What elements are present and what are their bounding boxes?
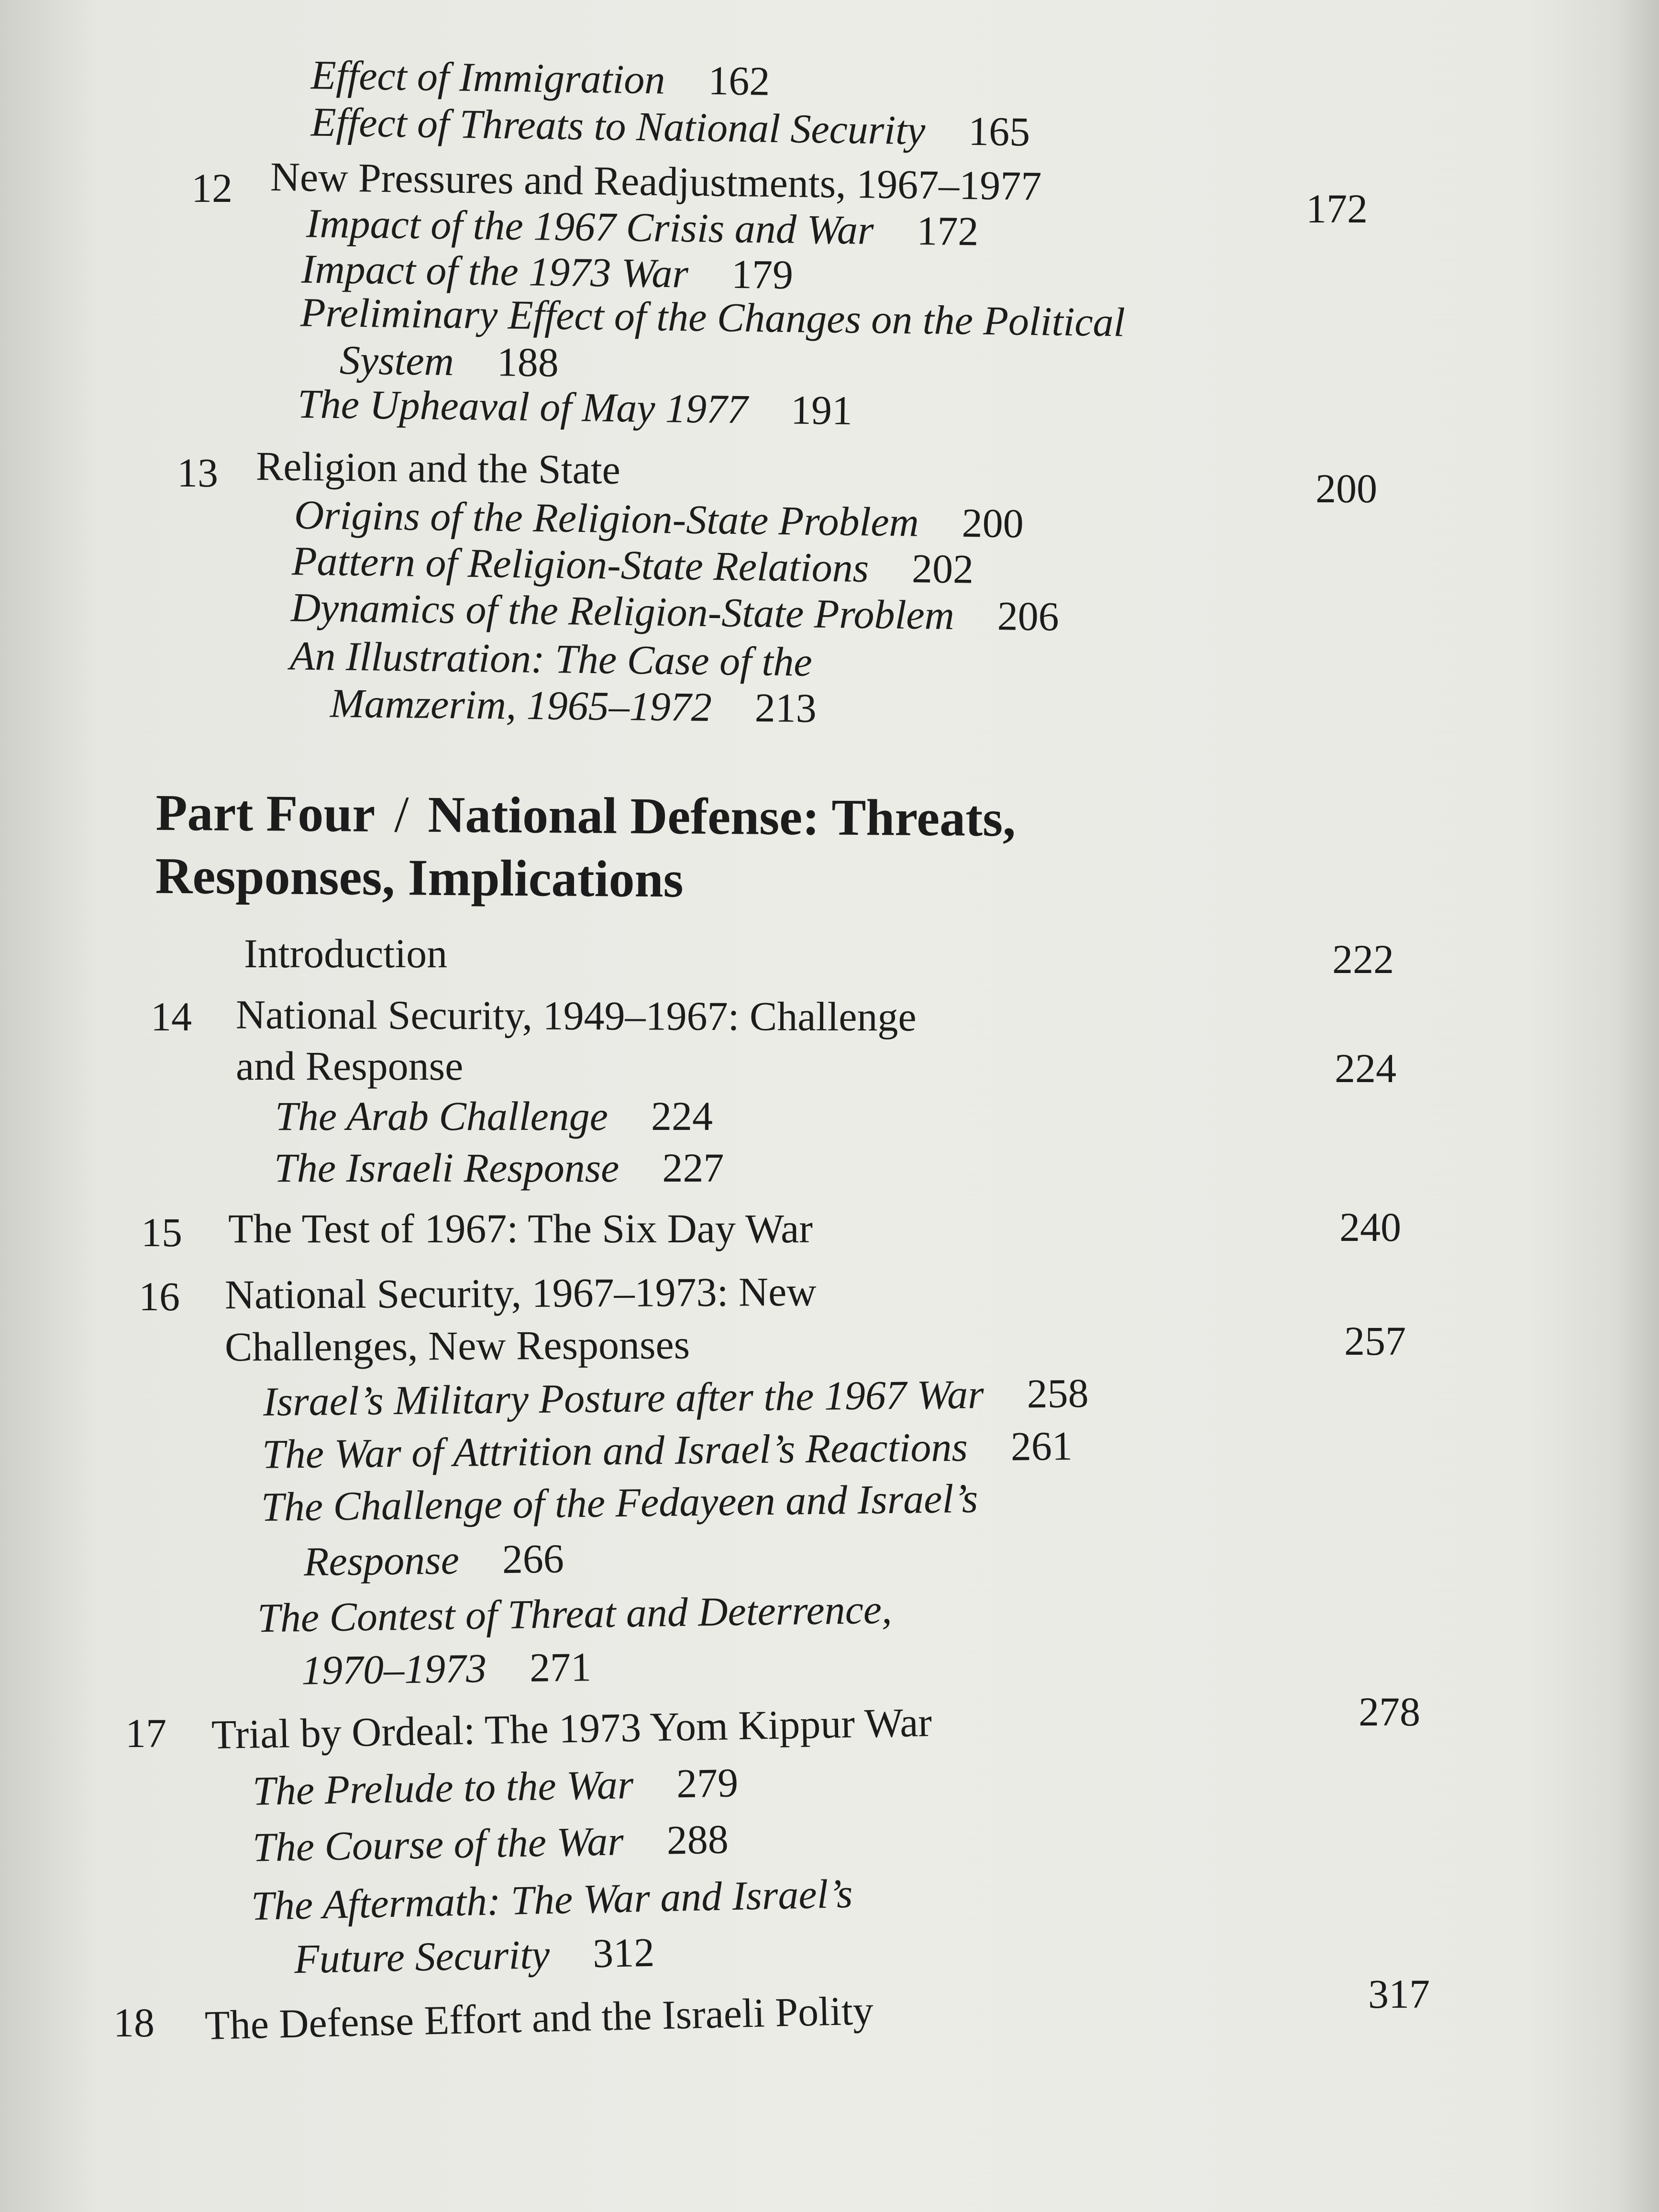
chapter-page: 224 (1335, 1045, 1396, 1091)
section-page: 279 (676, 1759, 739, 1807)
section-page: 266 (502, 1535, 564, 1582)
chapter-page: 240 (1339, 1204, 1401, 1250)
toc-section-continued (301, 1646, 591, 1691)
section-title: The Upheaval of May 1977 (297, 380, 748, 432)
part-heading (155, 782, 1016, 914)
toc-section (300, 291, 1126, 343)
toc-section (252, 1759, 739, 1814)
toc-section-continued (339, 337, 559, 386)
section-page: 258 (1027, 1370, 1089, 1417)
section-title: Mamzerim, 1965–1972 (330, 680, 712, 730)
section-page: 188 (497, 339, 559, 386)
chapter-title: The Test of 1967: The Six Day War (228, 1206, 813, 1251)
section-page: 179 (731, 251, 794, 298)
part-label: Part Four (155, 784, 376, 843)
toc-section (252, 1818, 729, 1868)
chapter-title-line2: Challenges, New Responses (224, 1321, 690, 1370)
section-title: Effect of Immigration (310, 52, 666, 103)
chapter-number: 13 (177, 450, 218, 496)
page-edge-shadow (1616, 0, 1659, 2212)
part-title: National Defense: Threats, (427, 786, 1016, 848)
toc-section (310, 52, 771, 104)
chapter-number: 14 (151, 994, 192, 1040)
section-title: Pattern of Religion-State Relations (291, 538, 869, 591)
section-title: Preliminary Effect of the Changes on the Political (300, 289, 1126, 345)
section-title: Future Security (294, 1931, 551, 1982)
chapter-page: 278 (1359, 1689, 1420, 1735)
section-page: 227 (662, 1145, 724, 1191)
section-page: 162 (708, 57, 771, 104)
section-title: The Contest of Threat and Deterrence, (257, 1586, 893, 1641)
section-title: The Arab Challenge (275, 1093, 608, 1139)
chapter-title: New Pressures and Readjustments, 1967–1977 (270, 154, 1042, 209)
chapter-number: 17 (125, 1710, 166, 1756)
toc-section (262, 1425, 1073, 1475)
chapter-title: National Security, 1967–1973: New (224, 1268, 817, 1318)
section-page: 200 (962, 499, 1024, 547)
section-page: 288 (666, 1816, 729, 1863)
intro-title: Introduction (244, 930, 448, 976)
chapter-number: 16 (139, 1273, 180, 1319)
section-title: Response (303, 1537, 460, 1585)
section-title: The Israeli Response (274, 1145, 619, 1191)
section-title: The Challenge of the Fedayeen and Israel’s (261, 1475, 978, 1530)
chapter-number: 18 (113, 2000, 155, 2046)
section-title: The War of Attrition and Israel’s Reactions (262, 1424, 968, 1477)
toc-section-continued (303, 1535, 564, 1585)
toc-section (310, 101, 1030, 153)
chapter-title: Trial by Ordeal: The 1973 Yom Kippur War (211, 1699, 932, 1758)
part-separator: / (394, 786, 409, 843)
toc-section (294, 491, 1024, 547)
chapter-number: 12 (191, 165, 232, 211)
section-title: System (339, 337, 454, 385)
section-page: 312 (592, 1929, 655, 1977)
chapter-page: 172 (1306, 186, 1368, 232)
section-page: 172 (916, 208, 979, 254)
section-page: 202 (911, 545, 974, 592)
toc-section-continued (294, 1929, 655, 1982)
section-page: 206 (997, 593, 1060, 640)
toc-section (290, 584, 1060, 640)
section-title: 1970–1973 (301, 1645, 487, 1693)
toc-section (289, 632, 813, 685)
section-title: Origins of the Religion-State Problem (294, 491, 919, 545)
section-page: 271 (529, 1644, 592, 1691)
part-title-line2: Responses, Implications (155, 847, 684, 908)
section-title: The Prelude to the War (252, 1761, 634, 1814)
toc-section (297, 380, 853, 434)
toc-section (251, 1870, 853, 1929)
chapter-page: 200 (1316, 465, 1377, 511)
section-page: 213 (754, 684, 817, 731)
section-title: Dynamics of the Religion-State Problem (290, 584, 955, 639)
chapter-title: The Defense Effort and the Israeli Polity (204, 1987, 874, 2048)
chapter-number: 15 (141, 1209, 182, 1255)
chapter-page: 257 (1344, 1318, 1406, 1364)
chapter-page: 317 (1368, 1971, 1430, 2017)
section-title: The Aftermath: The War and Israel’s (251, 1870, 853, 1929)
section-page: 261 (1010, 1423, 1073, 1470)
chapter-title: Religion and the State (255, 443, 621, 493)
toc-section (301, 245, 794, 298)
toc-section (263, 1370, 1089, 1425)
section-title: Impact of the 1973 War (301, 245, 689, 297)
chapter-title: National Security, 1949–1967: Challenge (235, 991, 917, 1040)
section-page: 165 (968, 108, 1030, 155)
section-page: 191 (790, 387, 853, 434)
section-page: 224 (651, 1093, 713, 1139)
section-title: The Course of the War (252, 1818, 624, 1870)
intro-page: 222 (1332, 936, 1394, 982)
toc-section (275, 1095, 713, 1137)
chapter-title-line2: and Response (236, 1043, 464, 1089)
toc-section (261, 1475, 978, 1530)
toc-section (257, 1586, 893, 1641)
section-title: An Illustration: The Case of the (289, 632, 813, 685)
section-title: Israel’s Military Posture after the 1967 War (263, 1371, 984, 1425)
toc-section-continued (330, 680, 817, 731)
toc-section (274, 1145, 724, 1191)
toc-section (306, 202, 979, 252)
section-title: Effect of Threats to National Security (310, 99, 926, 154)
toc-section (291, 538, 974, 592)
section-title: Impact of the 1967 Crisis and War (306, 200, 874, 253)
